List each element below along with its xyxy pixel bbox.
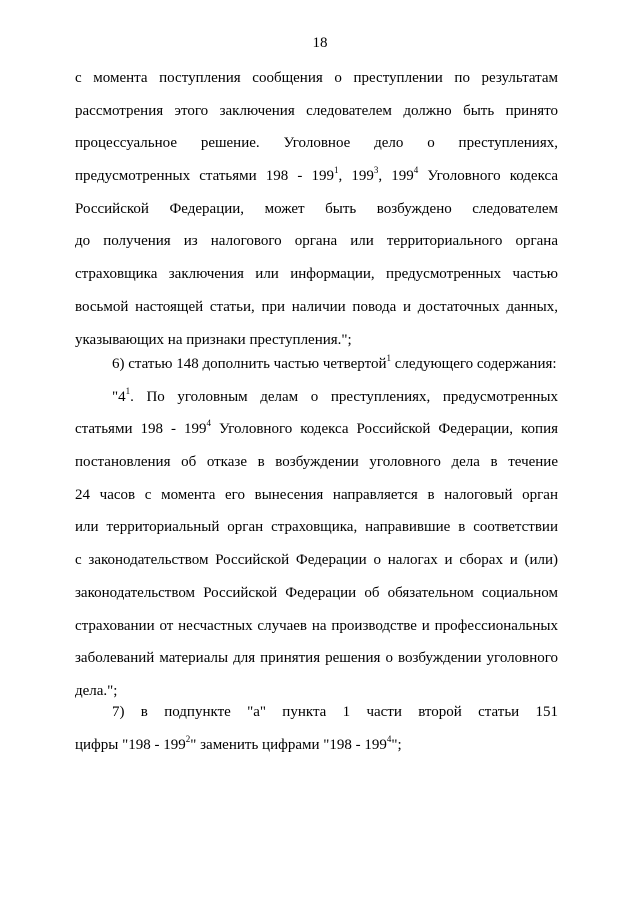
superscript: 3: [373, 165, 379, 176]
text-line: страховщика заключения или информации, предусмотренных частью: [75, 266, 558, 283]
text-line: [75, 413, 558, 446]
text-fragment: "4: [112, 388, 126, 405]
superscript: 4: [413, 165, 419, 176]
superscript: 4: [206, 418, 211, 429]
paragraph-item-7: [75, 696, 558, 761]
text-line: заболеваний материалы для принятия решения о возбуждении уголовного: [75, 650, 558, 667]
text-line: 24 часов с момента его вынесения направляется в налоговый орган: [75, 486, 558, 503]
text-line: дела.";: [75, 682, 118, 699]
text-fragment: статьями 198 - 199: [75, 421, 207, 438]
page-number: 18: [312, 35, 328, 51]
text-line: законодательством Российской Федерации об обязательном социальном: [75, 584, 558, 601]
text-line: до получения из налогового органа или территориального органа: [75, 233, 558, 250]
text-fragment: " заменить цифрами "198 - 199: [190, 736, 387, 753]
text-line: с момента поступления сообщения о преступлении по результатам: [75, 70, 558, 86]
text-fragment: , 199: [338, 168, 374, 185]
text-fragment: . По уголовным делам о преступлениях, предусмотренных: [130, 388, 558, 405]
text-fragment: цифры "198 - 199: [75, 736, 186, 753]
paragraph-item-6: [75, 348, 558, 708]
text-fragment: ";: [391, 736, 402, 753]
text-line: страховании от несчастных случаев на производстве и профессиональных: [75, 617, 558, 634]
paragraph-continuation: [75, 62, 558, 356]
text-line: 7) в подпункте "а" пункта 1 части второй статьи 151: [112, 704, 558, 720]
text-line: постановления об отказе в возбуждении уголовного дела в течение: [75, 454, 558, 471]
text-fragment: 6) статью 148 дополнить частью четвертой: [112, 356, 387, 372]
text-line: [75, 381, 558, 414]
text-fragment: следующего содержания:: [390, 356, 557, 372]
text-line: [75, 348, 558, 381]
text-line: [75, 729, 558, 762]
text-line: рассмотрения этого заключения следователем должно быть принято: [75, 102, 558, 119]
superscript: 1: [125, 385, 131, 396]
text-line: или территориальный орган страховщика, направившие в соответствии: [75, 519, 558, 536]
text-fragment: Уголовного кодекса: [418, 168, 559, 185]
text-line: процессуальное решение. Уголовное дело о преступлениях,: [75, 135, 558, 152]
superscript: 1: [386, 353, 391, 363]
text-line: с законодательством Российской Федерации о налогах и сборах и (или): [75, 552, 558, 569]
text-fragment: , 199: [378, 168, 414, 185]
text-fragment: Уголовного кодекса Российской Федерации, копия: [210, 421, 558, 438]
text-fragment: предусмотренных статьями 198 - 199: [75, 168, 335, 185]
superscript: 2: [185, 733, 191, 744]
text-line: указывающих на признаки преступления.";: [75, 331, 352, 348]
text-line: [75, 160, 558, 193]
superscript: 4: [386, 733, 392, 744]
superscript: 1: [334, 165, 339, 176]
text-line: восьмой настоящей статьи, при наличии повода и достаточных данных,: [75, 298, 558, 315]
text-line: Российской Федерации, может быть возбуждено следователем: [75, 200, 558, 217]
